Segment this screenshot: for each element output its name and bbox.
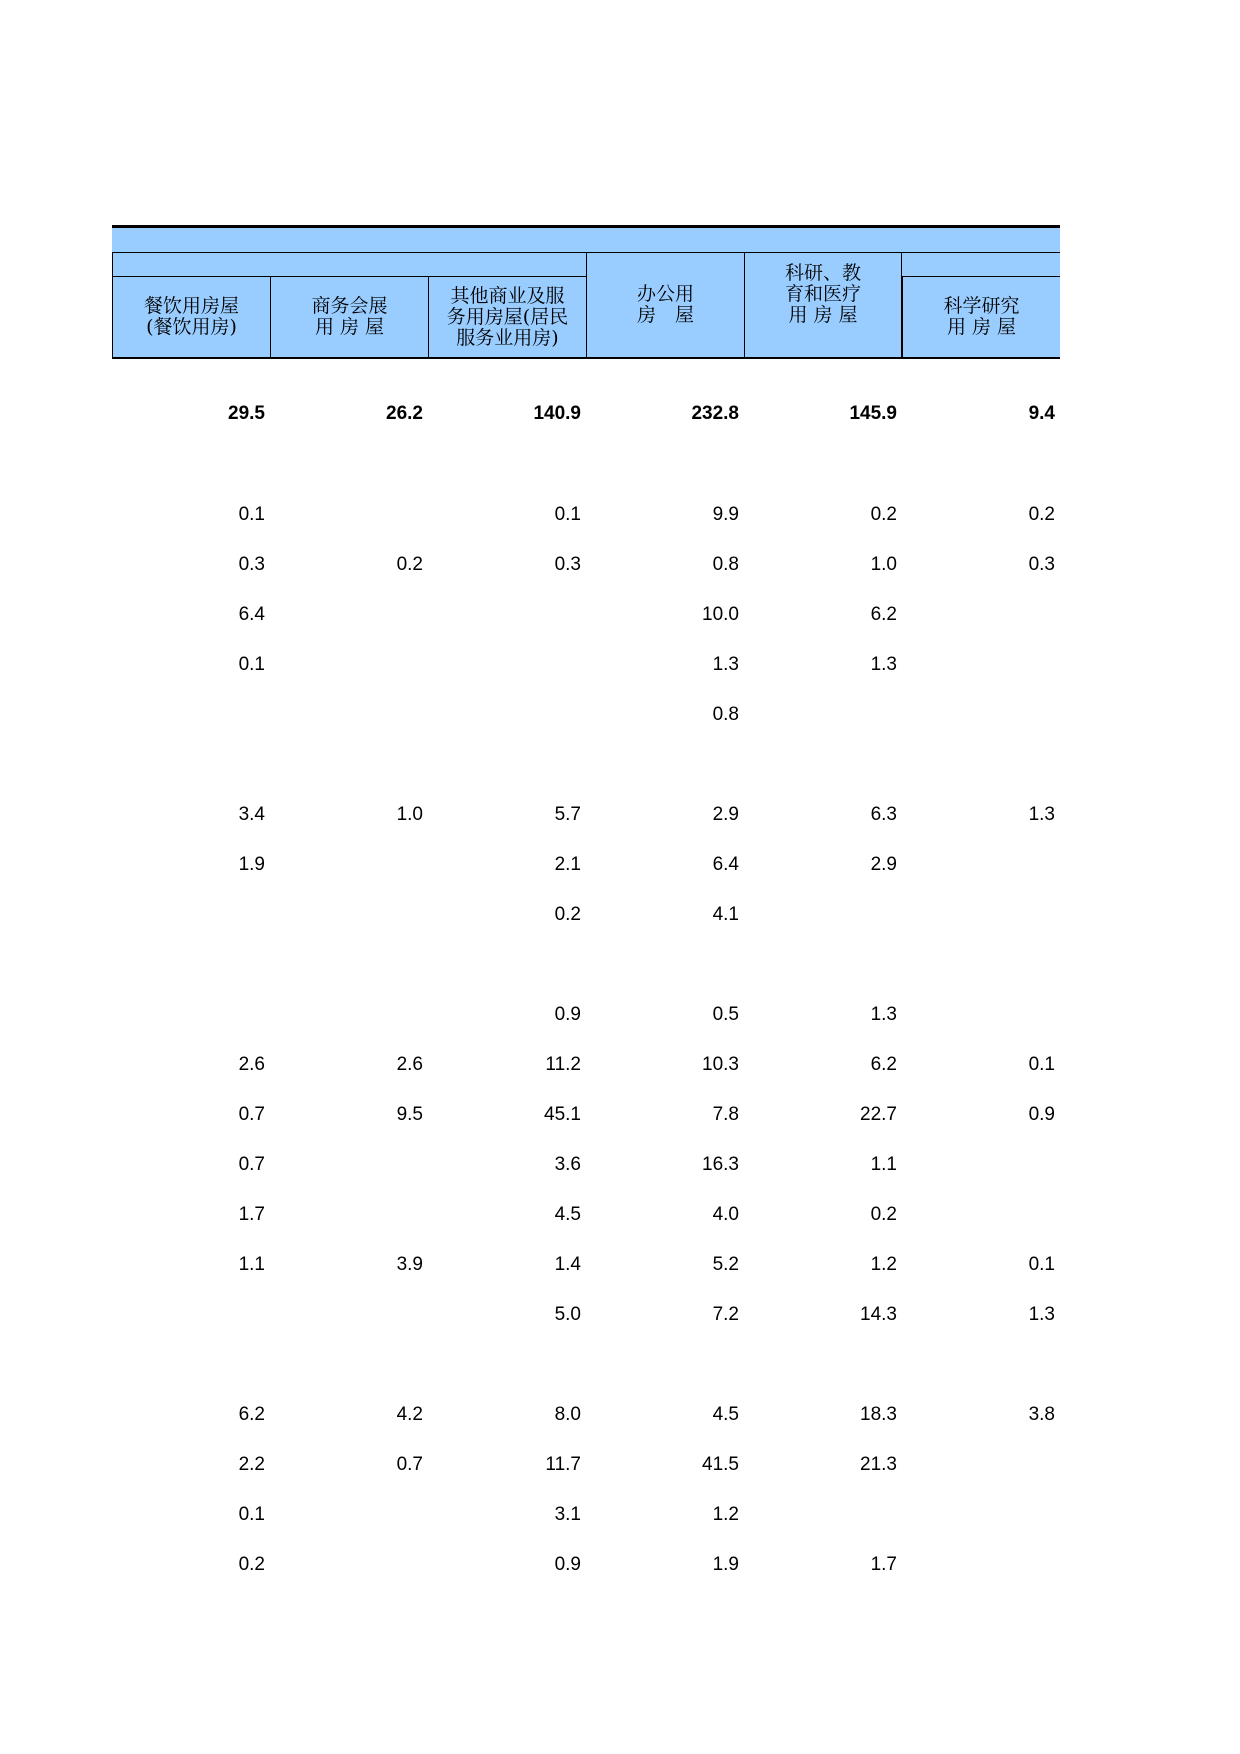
- table-cell: [902, 650, 1060, 680]
- table-cell: 6.3: [870, 804, 897, 825]
- table-cell: 41.5: [702, 1454, 739, 1475]
- table-cell: 0.2: [238, 1554, 265, 1575]
- column-header-label: 商务会展 用 房 屋: [311, 295, 388, 338]
- table-cell: [428, 650, 586, 680]
- table-cell: 6.2: [870, 1054, 897, 1075]
- table-cell: 0.1: [1028, 1254, 1055, 1275]
- table-cell: 0.2: [1028, 504, 1055, 525]
- table-cell: 1.3: [1028, 1304, 1055, 1325]
- table-cell: [902, 900, 1060, 930]
- table-cell: 0.2: [396, 554, 423, 575]
- table-cell: 9.9: [712, 504, 739, 525]
- table-cell: 2.9: [870, 854, 897, 875]
- table-cell: 1.0: [870, 554, 897, 575]
- table-cell: [270, 1300, 428, 1330]
- table-cell: 0.1: [238, 504, 265, 525]
- table-cell: 5.0: [554, 1304, 581, 1325]
- table-cell: 4.1: [712, 904, 739, 925]
- table-row: [112, 1550, 1060, 1580]
- table-cell: 0.7: [238, 1154, 265, 1175]
- table-cell: 10.0: [702, 604, 739, 625]
- table-cell: [902, 600, 1060, 630]
- table-cell: 4.5: [712, 1404, 739, 1425]
- table-cell: 1.1: [870, 1154, 897, 1175]
- table-cell: [744, 700, 902, 730]
- table-cell: 3.9: [396, 1254, 423, 1275]
- column-header-label: 办公用 房 屋: [636, 283, 694, 326]
- table-row: [112, 850, 1060, 880]
- table-cell: [902, 1200, 1060, 1230]
- table-cell: [112, 700, 270, 730]
- table-cell: [270, 1550, 428, 1580]
- table-row: [112, 600, 1060, 630]
- table-cell: 232.8: [691, 403, 739, 424]
- table-cell: 6.2: [870, 604, 897, 625]
- table-cell: 11.2: [545, 1054, 581, 1075]
- table-cell: [744, 1500, 902, 1530]
- table-cell: 1.4: [554, 1254, 581, 1275]
- table-cell: 1.3: [870, 654, 897, 675]
- column-header-scientific-research: [902, 277, 1060, 359]
- table-cell: 45.1: [544, 1104, 581, 1125]
- header-band-group: [112, 253, 586, 277]
- table-cell: 1.0: [396, 804, 423, 825]
- table-cell: [270, 850, 428, 880]
- table-cell: [270, 1150, 428, 1180]
- table-cell: 145.9: [849, 403, 897, 424]
- table-cell: 0.7: [238, 1104, 265, 1125]
- table-cell: 7.2: [712, 1304, 739, 1325]
- table-cell: 1.7: [238, 1204, 265, 1225]
- table-row: [112, 650, 1060, 680]
- column-header-office: [586, 253, 744, 359]
- table-row-total: [112, 399, 1060, 429]
- table-cell: [270, 1200, 428, 1230]
- table-cell: 0.9: [1028, 1104, 1055, 1125]
- table-cell: 8.0: [554, 1404, 581, 1425]
- table-cell: 10.3: [702, 1054, 739, 1075]
- column-header-research-education-medical: [744, 253, 902, 359]
- table-cell: [112, 1000, 270, 1030]
- table-cell: 0.3: [1028, 554, 1055, 575]
- table-cell: 1.1: [238, 1254, 265, 1275]
- table-cell: 14.3: [860, 1304, 897, 1325]
- table-row: [112, 1250, 1060, 1280]
- table-cell: 6.4: [238, 604, 265, 625]
- table-cell: 0.2: [870, 1204, 897, 1225]
- table-cell: 7.8: [712, 1104, 739, 1125]
- table-cell: [270, 500, 428, 530]
- table-cell: 16.3: [702, 1154, 739, 1175]
- table-cell: 0.9: [554, 1554, 581, 1575]
- table-cell: [902, 1550, 1060, 1580]
- column-header-label: 其他商业及服 务用房屋(居民 服务业用房): [446, 284, 569, 349]
- table-cell: 9.5: [396, 1104, 423, 1125]
- table-cell: 5.2: [712, 1254, 739, 1275]
- table-cell: [270, 700, 428, 730]
- table-cell: [112, 900, 270, 930]
- table-cell: [270, 900, 428, 930]
- table-cell: [270, 650, 428, 680]
- table-row: [112, 1300, 1060, 1330]
- table-cell: 0.1: [1028, 1054, 1055, 1075]
- table-cell: 0.8: [712, 554, 739, 575]
- column-header-catering: [112, 277, 270, 359]
- table-cell: 2.6: [396, 1054, 423, 1075]
- table-cell: 3.1: [554, 1504, 581, 1525]
- table-cell: 3.6: [554, 1154, 581, 1175]
- table-row: [112, 1150, 1060, 1180]
- table-cell: 9.4: [1028, 403, 1055, 424]
- table-cell: 0.8: [712, 704, 739, 725]
- table-cell: 0.2: [554, 904, 581, 925]
- table-cell: 26.2: [386, 403, 423, 424]
- table-row: [112, 1050, 1060, 1080]
- table-row: [112, 1500, 1060, 1530]
- table-row: [112, 550, 1060, 580]
- table-cell: 2.2: [238, 1454, 265, 1475]
- table-cell: [902, 1450, 1060, 1480]
- table-cell: 4.0: [712, 1204, 739, 1225]
- table-cell: 1.3: [870, 1004, 897, 1025]
- column-header-label: 科研、教 育和医疗 用 房 屋: [784, 261, 861, 326]
- table-row: [112, 800, 1060, 830]
- table-cell: 0.9: [554, 1004, 581, 1025]
- table-row: [112, 1100, 1060, 1130]
- table-cell: 0.3: [238, 554, 265, 575]
- table-cell: 1.2: [712, 1504, 739, 1525]
- table-cell: 0.7: [396, 1454, 423, 1475]
- table-cell: 6.2: [238, 1404, 265, 1425]
- table-cell: [428, 700, 586, 730]
- table-cell: 0.5: [712, 1004, 739, 1025]
- table-cell: 0.1: [238, 654, 265, 675]
- header-band-top: [112, 228, 1060, 253]
- table-row: [112, 700, 1060, 730]
- table-cell: [744, 900, 902, 930]
- column-header-business-exhibition: [270, 277, 428, 359]
- table-cell: 1.3: [712, 654, 739, 675]
- table-cell: 1.9: [712, 1554, 739, 1575]
- table-cell: 18.3: [860, 1404, 897, 1425]
- table-cell: 11.7: [545, 1454, 581, 1475]
- table-cell: [902, 1150, 1060, 1180]
- table-cell: 22.7: [860, 1104, 897, 1125]
- table-cell: 3.8: [1028, 1404, 1055, 1425]
- table-cell: 1.3: [1028, 804, 1055, 825]
- table-row: [112, 500, 1060, 530]
- table-cell: 2.9: [712, 804, 739, 825]
- table-cell: 0.3: [554, 554, 581, 575]
- table-cell: [902, 1000, 1060, 1030]
- table-row: [112, 1000, 1060, 1030]
- table-cell: 140.9: [533, 403, 581, 424]
- table-cell: 21.3: [860, 1454, 897, 1475]
- table-cell: 1.9: [238, 854, 265, 875]
- table-cell: [902, 850, 1060, 880]
- table-row: [112, 1450, 1060, 1480]
- column-header-label: 科学研究 用 房 屋: [943, 295, 1020, 338]
- table-cell: 1.2: [870, 1254, 897, 1275]
- column-header-label: 餐饮用房屋 (餐饮用房): [143, 295, 239, 338]
- table-cell: 0.2: [870, 504, 897, 525]
- table-cell: 5.7: [554, 804, 581, 825]
- table-cell: [902, 700, 1060, 730]
- table-cell: 1.7: [870, 1554, 897, 1575]
- table-cell: [270, 1000, 428, 1030]
- table-cell: 0.1: [554, 504, 581, 525]
- table-cell: 4.2: [396, 1404, 423, 1425]
- header-band-group-right: [902, 253, 1060, 277]
- column-header-other-commercial: [428, 277, 586, 359]
- table-cell: 0.1: [238, 1504, 265, 1525]
- table-cell: [902, 1500, 1060, 1530]
- table-cell: [112, 1300, 270, 1330]
- table-cell: [428, 600, 586, 630]
- table-cell: 3.4: [238, 804, 265, 825]
- table-row: [112, 1400, 1060, 1430]
- table-cell: 6.4: [712, 854, 739, 875]
- table-cell: 4.5: [554, 1204, 581, 1225]
- table-cell: [270, 600, 428, 630]
- table-row: [112, 900, 1060, 930]
- table-cell: 2.6: [238, 1054, 265, 1075]
- table-cell: [270, 1500, 428, 1530]
- table-row: [112, 1200, 1060, 1230]
- table-cell: 29.5: [228, 403, 265, 424]
- table-cell: 2.1: [554, 854, 581, 875]
